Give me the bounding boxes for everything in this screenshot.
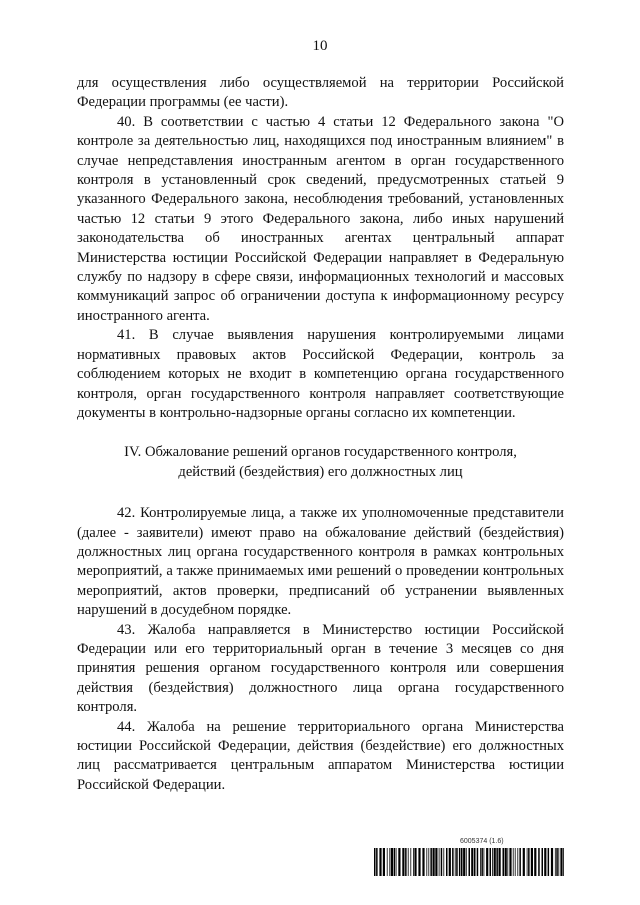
barcode-bar — [428, 848, 429, 876]
barcode-bar — [456, 848, 458, 876]
barcode-bar — [398, 848, 400, 876]
barcode-bar — [459, 848, 461, 876]
barcode-bar — [531, 848, 533, 876]
section-heading-line-1: IV. Обжалование решений органов государственного контроля, — [124, 444, 517, 461]
barcode-bar — [410, 848, 411, 876]
barcode-bar — [391, 848, 393, 876]
barcode-bar — [527, 848, 528, 876]
barcode-bar — [414, 848, 416, 876]
barcode-bar — [555, 848, 556, 876]
barcode-bar — [387, 848, 388, 876]
barcode-bar — [492, 848, 493, 876]
barcode-bar — [405, 848, 407, 876]
document-code: 6005374 (1.6) — [460, 838, 504, 845]
barcode-bar — [519, 848, 521, 876]
barcode-bar — [513, 848, 514, 876]
barcode-bar — [418, 848, 420, 876]
barcode-bar — [503, 848, 505, 876]
barcode-bar — [374, 848, 376, 876]
barcode-bar — [389, 848, 390, 876]
barcode-bar — [544, 848, 546, 876]
barcode-bar — [461, 848, 463, 876]
barcode-bar — [446, 848, 448, 876]
barcode-bar — [449, 848, 451, 876]
barcode — [374, 848, 564, 876]
barcode-bar — [556, 848, 558, 876]
barcode-bar — [422, 848, 424, 876]
barcode-bar — [469, 848, 471, 876]
barcode-bar — [496, 848, 498, 876]
barcode-bar — [499, 848, 501, 876]
barcode-bar — [402, 848, 404, 876]
barcode-bar — [490, 848, 492, 876]
barcode-bar — [538, 848, 540, 876]
barcode-bar — [481, 848, 483, 876]
barcode-bar — [523, 848, 525, 876]
barcode-bar — [484, 848, 485, 876]
barcode-bar — [383, 848, 385, 876]
barcode-bar — [441, 848, 443, 876]
paragraph-43: 43. Жалоба направляется в Министерство юстиции Российской Федерации или его территориальный орган в течение 3 месяцев со дня принятия решения органом государственного контроля или совершения действия (бездействия) должностного лица органа государственного контроля. — [77, 621, 564, 716]
paragraph-44: 44. Жалоба на решение территориального органа Министерства юстиции Российской Федерации, действия (бездействие) его должностных лиц рассматривается центральным аппаратом Министерства юстиции Российской Федерации. — [77, 718, 564, 793]
barcode-bar — [528, 848, 530, 876]
barcode-bar — [505, 848, 507, 876]
barcode-bar — [396, 848, 397, 876]
barcode-bar — [563, 848, 564, 876]
barcode-bar — [433, 848, 435, 876]
barcode-bar — [408, 848, 409, 876]
barcode-bar — [480, 848, 481, 876]
barcode-bar — [548, 848, 550, 876]
paragraph-41: 41. В случае выявления нарушения контролируемыми лицами нормативных правовых актов Российской Федерации, контроль за соблюдением которых не входит в компетенцию органа государственного контроля, орган государственного контроля направляет соответствующие документы в контрольно-надзорные органы согласно их компетенции. — [77, 327, 564, 421]
barcode-bar — [515, 848, 516, 876]
barcode-bar — [551, 848, 553, 876]
barcode-bar — [376, 848, 378, 876]
barcode-bar — [413, 848, 414, 876]
barcode-bar — [477, 848, 479, 876]
barcode-bar — [534, 848, 536, 876]
barcode-bar — [426, 848, 427, 876]
barcode-bar — [394, 848, 396, 876]
barcode-bar — [466, 848, 467, 876]
page-number: 10 — [312, 38, 328, 54]
barcode-bar — [517, 848, 518, 876]
document-body — [77, 74, 564, 795]
section-heading-line-2: действий (бездействия) его должностных лиц — [178, 463, 463, 480]
barcode-bar — [509, 848, 511, 876]
barcode-bar — [507, 848, 508, 876]
barcode-bar — [430, 848, 432, 876]
barcode-bar — [435, 848, 437, 876]
barcode-bar — [455, 848, 456, 876]
barcode-bar — [542, 848, 544, 876]
barcode-bar — [558, 848, 559, 876]
barcode-bar — [474, 848, 476, 876]
barcode-bar — [439, 848, 440, 876]
section-heading — [77, 443, 564, 482]
barcode-bar — [486, 848, 488, 876]
barcode-bar — [494, 848, 496, 876]
barcode-bar — [463, 848, 465, 876]
paragraph-continuation: для осуществления либо осуществляемой на территории Российской Федерации программы (ее части). — [77, 75, 564, 111]
paragraph-42: 42. Контролируемые лица, а также их уполномоченные представители (далее - заявители) имеют право на обжалование действий (бездействия) должностных лиц органа государственного контроля в рамках контрольных мероприятий, а также принимаемых ими решений о проведении контрольных мероприятий, актов проверки, предписаний об устранении выявленных нарушений в досудебном порядке. — [77, 505, 564, 619]
barcode-bar — [452, 848, 454, 876]
barcode-bar — [379, 848, 381, 876]
barcode-bar — [471, 848, 473, 876]
barcode-bar — [443, 848, 444, 876]
paragraph-40: 40. В соответствии с частью 4 статьи 12 Федерального закона "О контроле за деятельностью лиц, находящихся под иностранным влиянием" в случае непредставления иностранным агентом в орган государственного контроля в установленный срок сведений, предусмотренных статьей 9 указанного Федерального закона, несоблюдения требований, установленных частью 12 статьи 9 этого Федерального закона, либо иных нарушений законодательства об иностранных агентах центральный аппарат Министерства юстиции Российской Федерации направляет в Федеральную службу по надзору в сфере связи, информационных технологий и массовых коммуникаций запрос об ограничении доступа к информационному ресурсу иностранного агента. — [77, 113, 564, 324]
barcode-bar — [560, 848, 562, 876]
